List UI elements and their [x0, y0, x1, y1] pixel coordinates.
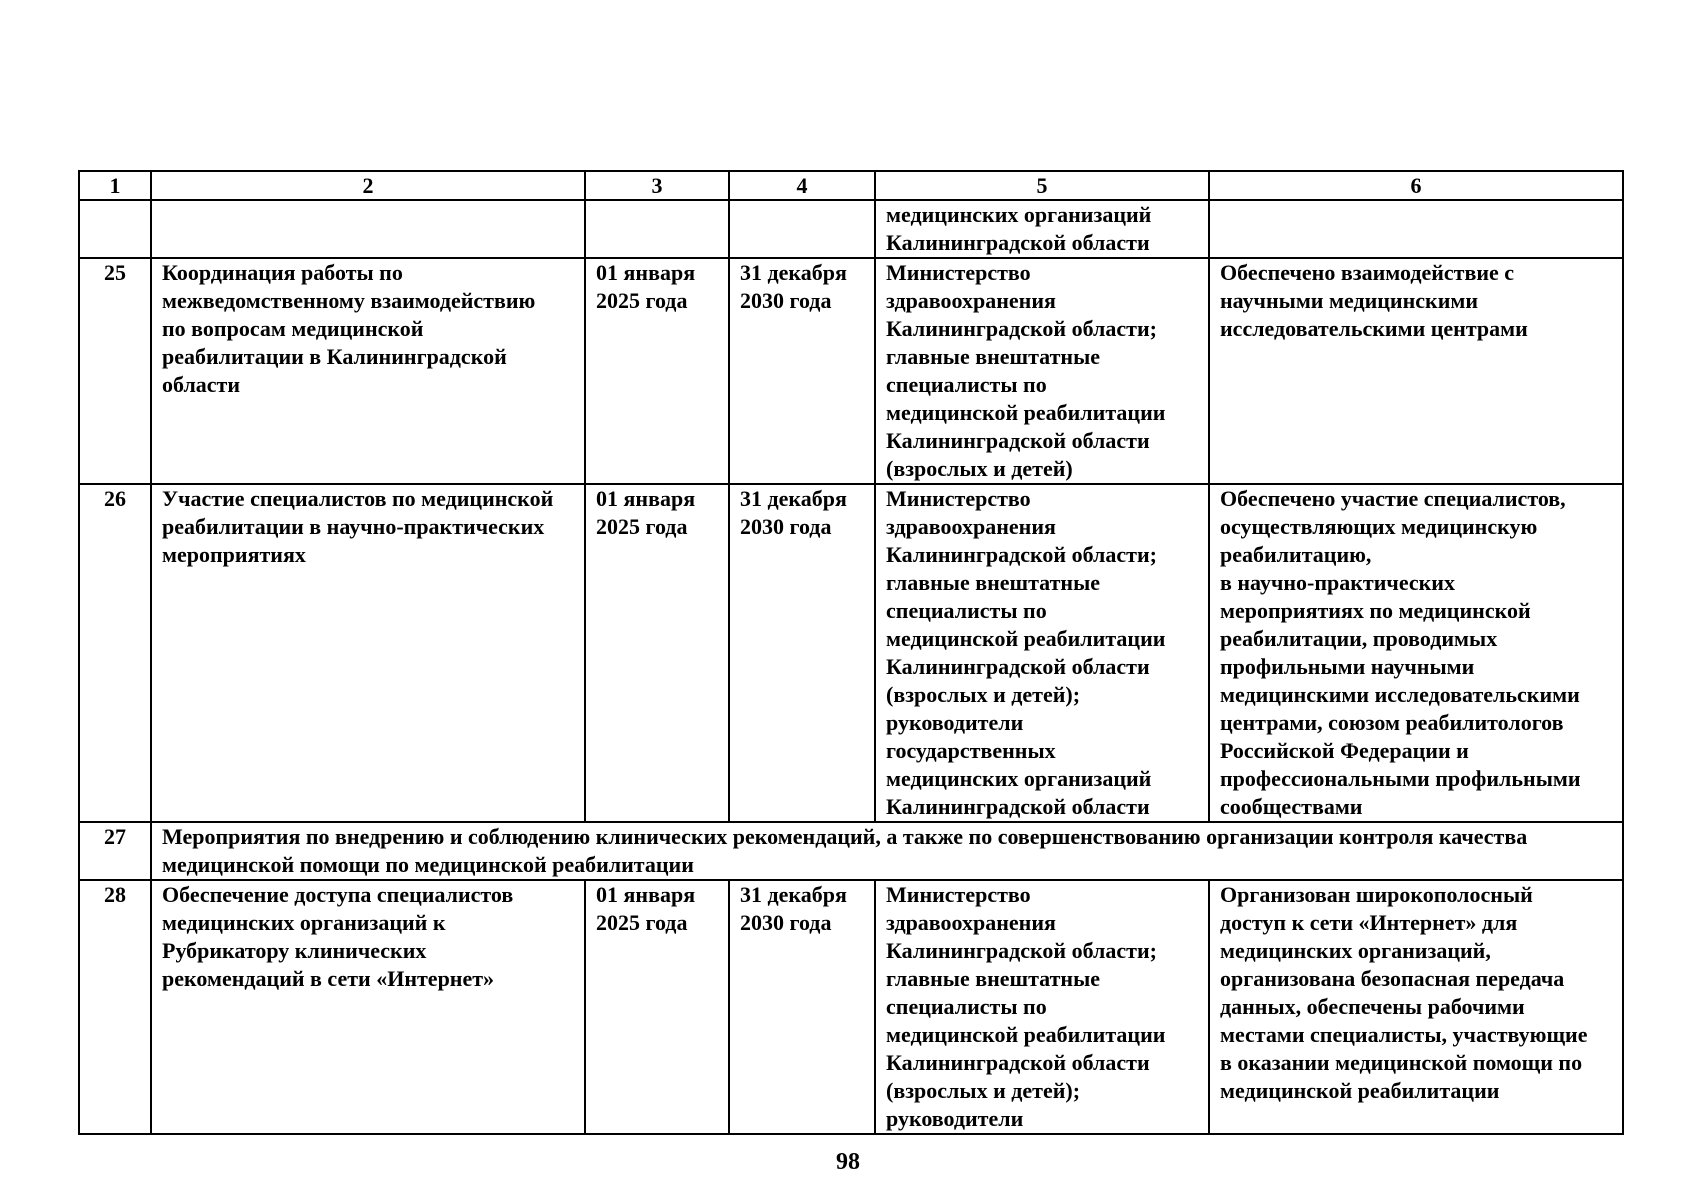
result-cell: Обеспечено взаимодействие с научными медицинскими исследовательскими центрами — [1209, 258, 1623, 484]
activity-cell: Обеспечение доступа специалистов медицинских организаций к Рубрикатору клинических рекомендаций в сети «Интернет» — [151, 880, 585, 1134]
column-number-1: 1 — [79, 171, 151, 200]
result-cell: Обеспечено участие специалистов, осуществляющих медицинскую реабилитацию, в научно-практических мероприятиях по медицинской реабилитации, проводимых профильными научными медицинскими исследовательскими центрами, союзом реабилитологов Российской Федерации и профессиональными профильными сообществами — [1209, 484, 1623, 822]
continuation-number — [79, 200, 151, 258]
page-number: 98 — [836, 1149, 860, 1175]
end-date-cell: 31 декабря 2030 года — [729, 258, 875, 484]
row-number: 26 — [79, 484, 151, 822]
start-date-cell: 01 января 2025 года — [585, 484, 729, 822]
table-row — [79, 484, 1623, 822]
column-number-3: 3 — [585, 171, 729, 200]
row-number: 28 — [79, 880, 151, 1134]
result-cell: Организован широкополосный доступ к сети «Интернет» для медицинских организаций, организована безопасная передача данных, обеспечены рабочими местами специалисты, участвующие в оказании медицинской помощи по медицинской реабилитации — [1209, 880, 1623, 1134]
start-date-cell: 01 января 2025 года — [585, 258, 729, 484]
responsible-cell: Министерство здравоохранения Калининградской области; главные внештатные специалисты по медицинской реабилитации Калининградской области (взрослых и детей) — [875, 258, 1209, 484]
continuation-responsible: медицинских организаций Калининградской области — [875, 200, 1209, 258]
column-number-5: 5 — [875, 171, 1209, 200]
section-title-cell: Мероприятия по внедрению и соблюдению клинических рекомендаций, а также по совершенствованию организации контроля качества медицинской помощи по медицинской реабилитации — [151, 822, 1623, 880]
row-number: 25 — [79, 258, 151, 484]
continuation-end — [729, 200, 875, 258]
row-number: 27 — [79, 822, 151, 880]
activity-cell: Участие специалистов по медицинской реабилитации в научно-практических мероприятиях — [151, 484, 585, 822]
continuation-row — [79, 200, 1623, 258]
table-row — [79, 880, 1623, 1134]
responsible-cell: Министерство здравоохранения Калининградской области; главные внештатные специалисты по медицинской реабилитации Калининградской области (взрослых и детей); руководители — [875, 880, 1209, 1134]
continuation-result — [1209, 200, 1623, 258]
end-date-cell: 31 декабря 2030 года — [729, 880, 875, 1134]
column-number-4: 4 — [729, 171, 875, 200]
responsible-cell: Министерство здравоохранения Калининградской области; главные внештатные специалисты по медицинской реабилитации Калининградской области (взрослых и детей); руководители государственных медицинских организаций Калининградской области — [875, 484, 1209, 822]
start-date-cell: 01 января 2025 года — [585, 880, 729, 1134]
table-row — [79, 258, 1623, 484]
plan-table — [78, 170, 1624, 1135]
column-number-row — [79, 171, 1623, 200]
activity-cell: Координация работы по межведомственному взаимодействию по вопросам медицинской реабилитации в Калининградской области — [151, 258, 585, 484]
column-number-2: 2 — [151, 171, 585, 200]
continuation-activity — [151, 200, 585, 258]
end-date-cell: 31 декабря 2030 года — [729, 484, 875, 822]
section-row — [79, 822, 1623, 880]
continuation-start — [585, 200, 729, 258]
column-number-6: 6 — [1209, 171, 1623, 200]
